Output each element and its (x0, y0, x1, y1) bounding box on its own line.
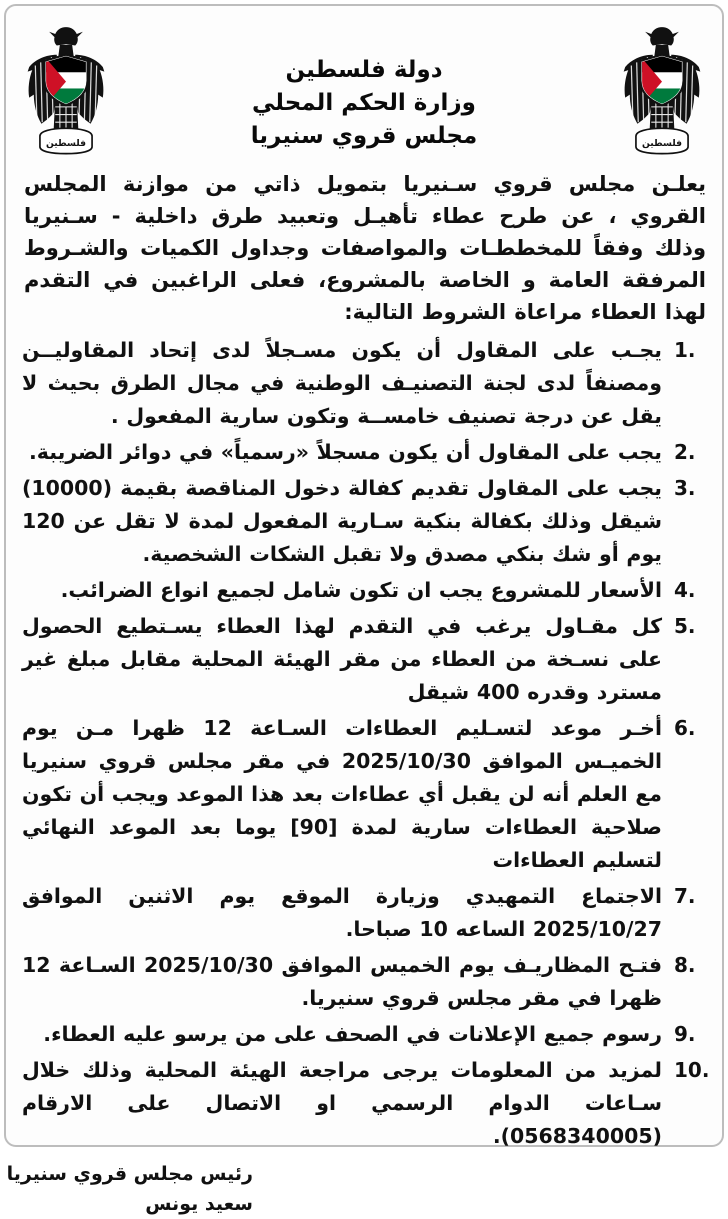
condition-text: يجب على المقاول تقديم كفالة دخول المناقصة بقيمة (10000) شيقل وذلك بكفالة بنكية سـارية المفعول لمدة لا تقل عن 120 يوم أو شك بنكي مصدق ولا تقبل الشكات الشخصية. (22, 476, 662, 566)
condition-number: 1. (674, 338, 696, 362)
condition-text: كل مقـاول يرغب في التقدم لهذا العطاء يسـتطيع الحصول على نسـخة من العطاء من مقر الهيئة المحلية مقابل مبلغ غير مسترد وقدره 400 شيقل (22, 614, 662, 704)
condition-item (20, 949, 708, 1015)
signature-block (6, 1159, 708, 1219)
condition-text: يجب على المقاول أن يكون مسجلاً «رسمياً» في دوائر الضريبة. (29, 440, 662, 464)
document-body (6, 168, 710, 1219)
ministry-name: وزارة الحكم المحلي (252, 90, 476, 116)
state-name: دولة فلسطين (285, 57, 443, 83)
condition-item (20, 574, 708, 607)
condition-item (20, 610, 708, 709)
palestine-eagle-emblem (616, 20, 708, 160)
svg-text:فلسطين: فلسطين (641, 137, 683, 149)
condition-text: لمزيد من المعلومات يرجى مراجعة الهيئة المحلية وذلك خلال سـاعات الدوام الرسمي او الاتصال على الارقام (0568340005). (22, 1058, 662, 1148)
condition-number: 9. (674, 1022, 696, 1046)
condition-text: الاجتماع التمهيدي وزيارة الموقع يوم الاثنين الموافق 2025/10/27 الساعه 10 صباحا. (22, 884, 662, 941)
condition-item (20, 1018, 708, 1051)
svg-text:فلسطين: فلسطين (45, 137, 87, 149)
condition-text: يجـب على المقاول أن يكون مسـجلاً لدى إتحاد المقاوليــن ومصنفاً لدى لجنة التصنيـف الوطنية في مجال الطرق بحيث لا يقل عن درجة تصنيف خامســة وتكون سارية المفعول . (22, 338, 662, 428)
condition-item (20, 712, 708, 877)
condition-text: أخـر موعد لتسـليم العطاءات السـاعة 12 ظهرا مـن يوم الخميـس الموافق 2025/10/30 في مقر مجلس قروي سنيريا مع العلم أنه لن يقبل أي عطاءات بعد هذا الموعد ويجب أن تكون صلاحية العطاءات سارية لمدة [90] يوما بعد الموعد النهائي لتسليم العطاءات (22, 716, 662, 872)
announcement-card (4, 4, 724, 1215)
condition-item (20, 436, 708, 469)
conditions-list (20, 334, 708, 1153)
condition-item (20, 472, 708, 571)
condition-item (20, 334, 708, 433)
condition-number: 4. (674, 578, 696, 602)
condition-number: 7. (674, 884, 696, 908)
header-titles (112, 20, 616, 153)
condition-number: 6. (674, 716, 696, 740)
condition-text: الأسعار للمشروع يجب ان تكون شامل لجميع انواع الضرائب. (60, 578, 662, 602)
condition-item (20, 880, 708, 946)
condition-item (20, 1054, 708, 1153)
condition-number: 2. (674, 440, 696, 464)
document-header (20, 20, 708, 168)
signatory-title: رئيس مجلس قروي سنيريا (6, 1163, 253, 1185)
palestine-eagle-emblem (20, 20, 112, 160)
condition-text: فتـح المظاريـف يوم الخميس الموافق 2025/10/30 السـاعة 12 ظهرا في مقر مجلس قروي سنيريا. (22, 953, 662, 1010)
condition-number: 5. (674, 614, 696, 638)
signatory-name: سعيد يونس (145, 1193, 253, 1215)
intro-paragraph: يعلـن مجلس قروي سـنيريا بتمويل ذاتي من موازنة المجلس القروي ، عن طرح عطاء تأهيـل وتعبيد طرق داخلية - سـنيريا وذلك وفقاً للمخططـات والمواصفات وجداول الكميات والشـروط المرفقة العامة و الخاصة بالمشروع، فعلى الراغبين في التقدم لهذا العطاء مراعاة الشروط التالية: (24, 172, 706, 324)
condition-text: رسوم جميع الإعلانات في الصحف على من يرسو عليه العطاء. (43, 1022, 662, 1046)
condition-number: 8. (674, 953, 696, 977)
condition-number: 10. (674, 1058, 710, 1082)
condition-number: 3. (674, 476, 696, 500)
council-name: مجلس قروي سنيريا (250, 123, 478, 149)
